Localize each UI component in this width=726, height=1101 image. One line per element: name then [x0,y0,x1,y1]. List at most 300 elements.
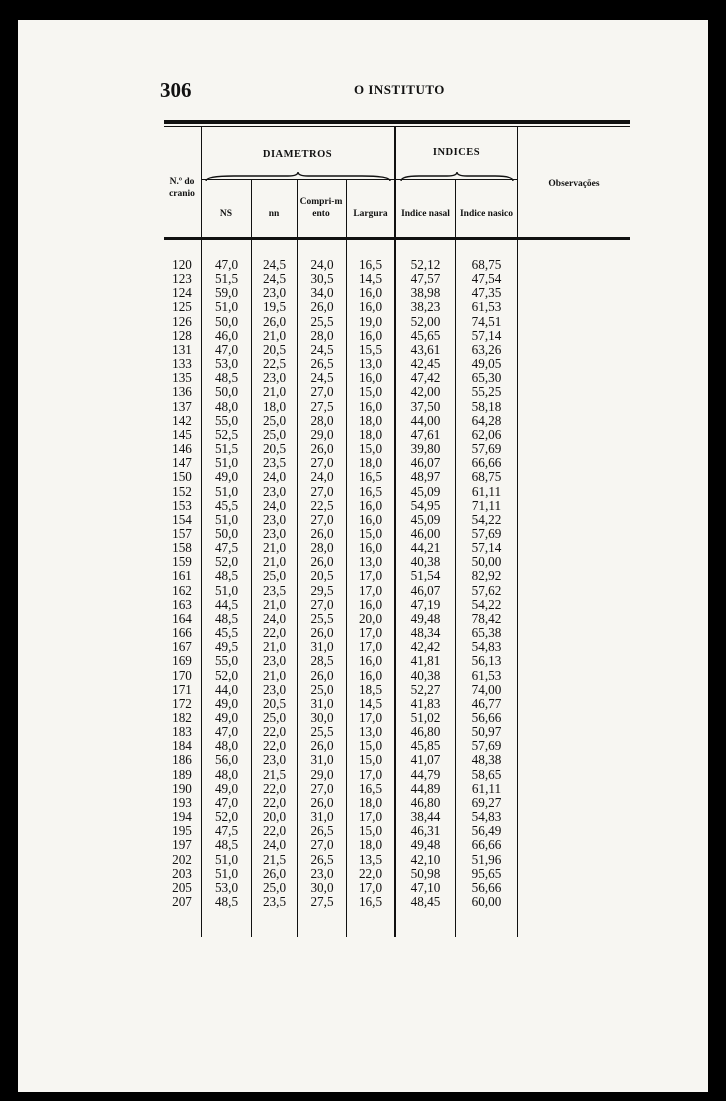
cell-comp: 31,0 [310,809,334,825]
cell-cranio: 133 [172,356,192,372]
cell-cranio: 147 [172,455,192,471]
cell-nn: 23,5 [262,894,287,910]
cell-comp: 26,5 [310,851,334,867]
cell-nn: 20,5 [262,695,287,711]
cell-nasico: 47,54 [471,271,502,287]
cell-larg: 13,0 [358,724,383,740]
cell-larg: 15,0 [358,441,383,457]
cell-ns: 48,5 [214,837,239,853]
cell-larg: 14,5 [358,271,383,287]
cell-nasico: 61,53 [471,667,502,683]
cell-cranio: 195 [172,823,192,839]
header-comprimento: Compri-mento [299,197,343,219]
cell-cranio: 158 [172,540,192,556]
cell-ns: 53,0 [214,879,239,895]
cell-cranio: 131 [172,341,192,357]
cell-ns: 47,0 [214,257,239,272]
cell-nasico: 58,65 [471,766,502,782]
top-rule-thick [164,120,630,124]
cell-nasico: 47,35 [471,285,502,301]
cell-nn: 23,0 [262,525,287,541]
column-cranio [164,258,200,909]
cell-ns: 52,5 [214,426,239,442]
cell-larg: 17,0 [358,639,383,655]
cell-cranio: 124 [172,285,192,301]
cell-comp: 24,0 [310,257,334,272]
cell-cranio: 136 [172,384,192,400]
cell-nn: 21,0 [262,639,287,655]
cell-nasico: 57,14 [471,540,502,556]
cell-nn: 23,0 [262,370,287,386]
cell-nasal: 47,42 [410,370,441,386]
indices-brace [399,172,515,182]
cell-nn: 26,0 [262,865,287,881]
cell-nasal: 50,98 [410,865,441,881]
cell-nasal: 38,44 [410,809,441,825]
cell-nasico: 55,25 [471,384,502,400]
cell-nn: 23,0 [262,285,287,301]
cell-nn: 25,0 [262,426,287,442]
cell-nasico: 78,42 [471,610,502,626]
cell-cranio: 194 [172,809,192,825]
cell-ns: 47,5 [214,540,239,556]
cell-larg: 17,0 [358,766,383,782]
cell-larg: 16,5 [358,469,383,485]
cell-ns: 51,0 [214,483,239,499]
cell-larg: 16,0 [358,540,383,556]
cell-ns: 44,5 [214,596,239,612]
cell-cranio: 170 [172,667,192,683]
cell-nn: 25,0 [262,710,287,725]
cell-nasico: 49,05 [471,356,502,372]
cell-nasal: 42,45 [410,356,441,372]
col-divider-indices [517,127,518,937]
header-nn: nn [268,209,280,219]
cell-cranio: 163 [172,596,192,612]
cell-larg: 16,0 [358,653,383,669]
cell-nasal: 41,83 [410,695,441,711]
cell-ns: 55,0 [214,653,239,669]
cell-nasal: 46,07 [410,582,441,598]
cell-ns: 52,0 [214,554,239,570]
cell-nasal: 52,00 [410,313,441,329]
cell-ns: 51,5 [214,441,239,457]
cell-cranio: 159 [172,554,192,570]
cell-cranio: 190 [172,780,192,796]
cell-nasal: 52,27 [410,681,441,697]
cell-nasal: 42,10 [410,851,441,867]
cell-cranio: 202 [172,851,192,867]
cell-nasal: 51,02 [410,710,441,725]
cell-larg: 16,0 [358,398,383,414]
cell-comp: 25,0 [310,681,334,697]
cell-cranio: 205 [172,879,192,895]
cell-nn: 22,0 [262,724,287,740]
cell-larg: 16,5 [358,257,383,272]
cell-comp: 30,0 [310,879,334,895]
cell-cranio: 166 [172,625,192,641]
cell-nn: 21,0 [262,554,287,570]
cell-comp: 26,0 [310,625,334,641]
header-observacoes: Observações [548,179,600,189]
cell-larg: 16,0 [358,511,383,527]
cell-ns: 49,0 [214,469,239,485]
cell-ns: 48,5 [214,610,239,626]
cell-nasico: 58,18 [471,398,502,414]
cell-cranio: 126 [172,313,192,329]
cell-nasal: 46,80 [410,794,441,810]
cell-cranio: 186 [172,752,192,768]
cell-nasal: 42,42 [410,639,441,655]
cell-nasico: 50,00 [471,554,502,570]
column-nn [252,258,297,909]
cell-larg: 15,0 [358,384,383,400]
header-bottom-rule [164,237,630,240]
cell-nasal: 47,19 [410,596,441,612]
cell-nasal: 45,65 [410,327,441,343]
cell-comp: 26,5 [310,356,334,372]
cell-nn: 23,5 [262,582,287,598]
cell-nasico: 48,38 [471,752,502,768]
cell-nn: 24,0 [262,837,287,853]
cell-comp: 25,5 [310,724,334,740]
cell-nasal: 41,81 [410,653,441,669]
cell-larg: 15,0 [358,738,383,754]
header-cranio: N.º do cranio [169,177,195,199]
cell-comp: 23,0 [310,865,334,881]
cell-nn: 21,0 [262,667,287,683]
cell-larg: 16,0 [358,285,383,301]
cell-nasico: 46,77 [471,695,502,711]
cell-larg: 18,0 [358,412,383,428]
cell-larg: 17,0 [358,809,383,825]
cell-nn: 22,0 [262,823,287,839]
cell-nasico: 54,22 [471,511,502,527]
cell-nasal: 42,00 [410,384,441,400]
cell-nn: 25,0 [262,412,287,428]
cell-nasico: 74,00 [471,681,502,697]
running-head: O INSTITUTO [354,82,445,97]
cell-nasico: 82,92 [471,568,502,584]
cell-larg: 20,0 [358,610,383,626]
cell-comp: 25,5 [310,610,334,626]
cell-nasico: 74,51 [471,313,502,329]
cell-nasal: 44,21 [410,540,441,556]
cell-ns: 47,0 [214,794,239,810]
cell-ns: 51,0 [214,851,239,867]
column-comprimento [298,258,346,909]
cell-comp: 29,5 [310,582,334,598]
cell-nasal: 46,80 [410,724,441,740]
cell-comp: 28,0 [310,540,334,556]
cell-cranio: 135 [172,370,192,386]
cell-comp: 26,5 [310,823,334,839]
cell-larg: 18,5 [358,681,383,697]
cell-comp: 26,0 [310,794,334,810]
cell-larg: 16,0 [358,299,383,315]
cell-cranio: 182 [172,710,192,725]
cell-nasal: 45,09 [410,511,441,527]
cell-nasico: 69,27 [471,794,502,810]
page-number: 306 [160,78,192,102]
cell-nasico: 65,30 [471,370,502,386]
cell-larg: 16,5 [358,894,383,910]
cell-comp: 27,0 [310,384,334,400]
cell-comp: 31,0 [310,639,334,655]
cell-larg: 15,0 [358,525,383,541]
cell-nasal: 51,54 [410,568,441,584]
cell-nasal: 48,45 [410,894,441,910]
cell-nn: 23,0 [262,653,287,669]
cell-nn: 24,0 [262,497,287,513]
cell-comp: 30,5 [310,271,334,287]
header-ns: NS [219,209,233,219]
cell-nasal: 46,00 [410,525,441,541]
cell-nn: 25,0 [262,568,287,584]
cell-larg: 16,5 [358,483,383,499]
cell-comp: 22,5 [310,497,334,513]
cell-nasico: 68,75 [471,257,502,272]
cell-larg: 17,0 [358,625,383,641]
cell-cranio: 128 [172,327,192,343]
cell-nasico: 62,06 [471,426,502,442]
cell-larg: 18,0 [358,794,383,810]
cell-cranio: 171 [172,681,192,697]
cell-nasico: 51,96 [471,851,502,867]
cell-nasal: 54,95 [410,497,441,513]
cell-ns: 46,0 [214,327,239,343]
cell-cranio: 153 [172,497,192,513]
cell-comp: 27,0 [310,511,334,527]
cell-comp: 28,0 [310,412,334,428]
cell-nasal: 48,34 [410,625,441,641]
cell-larg: 16,5 [358,780,383,796]
cell-nn: 23,0 [262,681,287,697]
cell-cranio: 189 [172,766,192,782]
cell-comp: 26,0 [310,441,334,457]
column-indice-nasal [396,258,455,909]
cell-comp: 27,0 [310,596,334,612]
cell-larg: 18,0 [358,455,383,471]
cell-cranio: 161 [172,568,192,584]
cell-ns: 51,0 [214,582,239,598]
cell-cranio: 193 [172,794,192,810]
cell-comp: 24,5 [310,370,334,386]
cell-ns: 45,5 [214,497,239,513]
cell-nasico: 61,53 [471,299,502,315]
cell-nasal: 49,48 [410,837,441,853]
cell-larg: 16,0 [358,370,383,386]
cell-nasal: 47,57 [410,271,441,287]
cell-nasico: 65,38 [471,625,502,641]
cell-nasico: 56,66 [471,710,502,725]
cell-nasico: 63,26 [471,341,502,357]
header-diametros: DIAMETROS [262,149,333,160]
cell-larg: 15,0 [358,823,383,839]
cell-cranio: 203 [172,865,192,881]
cell-nasico: 57,69 [471,738,502,754]
cell-nn: 20,5 [262,441,287,457]
cell-ns: 52,0 [214,809,239,825]
cell-comp: 27,0 [310,780,334,796]
cell-nn: 21,0 [262,596,287,612]
cell-comp: 34,0 [310,285,334,301]
cell-comp: 29,0 [310,766,334,782]
cell-nn: 22,0 [262,780,287,796]
cell-nasal: 44,00 [410,412,441,428]
cell-nn: 23,0 [262,511,287,527]
cell-larg: 14,5 [358,695,383,711]
cell-ns: 49,0 [214,695,239,711]
cell-ns: 55,0 [214,412,239,428]
cell-cranio: 123 [172,271,192,287]
cell-nasico: 54,22 [471,596,502,612]
cell-larg: 16,0 [358,497,383,513]
cell-nasico: 61,11 [471,483,502,499]
cell-nasal: 40,38 [410,554,441,570]
cell-nn: 23,5 [262,455,287,471]
cell-larg: 19,0 [358,313,383,329]
cell-ns: 52,0 [214,667,239,683]
cell-larg: 15,5 [358,341,383,357]
cell-comp: 24,0 [310,469,334,485]
cell-nasal: 47,61 [410,426,441,442]
cell-nasal: 47,10 [410,879,441,895]
cell-nn: 21,0 [262,540,287,556]
cell-comp: 27,0 [310,483,334,499]
cell-nn: 23,0 [262,752,287,768]
cell-nn: 21,0 [262,327,287,343]
cell-comp: 26,0 [310,525,334,541]
cell-cranio: 197 [172,837,192,853]
cell-ns: 49,0 [214,780,239,796]
cell-larg: 17,0 [358,879,383,895]
cell-ns: 47,0 [214,724,239,740]
header-indice-nasal: Indice nasal [401,209,450,219]
cell-nasico: 54,83 [471,809,502,825]
scanned-page [18,20,708,1092]
cell-comp: 31,0 [310,752,334,768]
cell-nasal: 38,98 [410,285,441,301]
cell-comp: 26,0 [310,738,334,754]
cell-larg: 13,5 [358,851,383,867]
cell-comp: 26,0 [310,299,334,315]
cell-ns: 51,0 [214,511,239,527]
cell-nn: 24,0 [262,469,287,485]
cell-comp: 30,0 [310,710,334,725]
cell-cranio: 164 [172,610,192,626]
cell-ns: 48,5 [214,370,239,386]
cell-comp: 26,0 [310,667,334,683]
cell-nasal: 44,79 [410,766,441,782]
diametros-brace [204,172,392,182]
cell-ns: 51,0 [214,299,239,315]
cell-nn: 22,0 [262,625,287,641]
cell-cranio: 120 [172,257,192,272]
cell-nasico: 61,11 [471,780,502,796]
cell-larg: 16,0 [358,327,383,343]
cell-nasico: 68,75 [471,469,502,485]
cell-cranio: 154 [172,511,192,527]
cell-nasico: 57,69 [471,525,502,541]
cell-ns: 56,0 [214,752,239,768]
cell-nn: 23,0 [262,483,287,499]
cell-nasico: 57,14 [471,327,502,343]
cell-nasico: 57,62 [471,582,502,598]
column-ns [202,258,251,909]
cell-nasico: 60,00 [471,894,502,910]
cell-ns: 51,5 [214,271,239,287]
cell-nasal: 44,89 [410,780,441,796]
column-indice-nasico [456,258,517,909]
cell-cranio: 184 [172,738,192,754]
cell-nasal: 39,80 [410,441,441,457]
cell-nn: 21,5 [262,851,287,867]
cell-nasal: 48,97 [410,469,441,485]
cell-nn: 26,0 [262,313,287,329]
header-indice-nasico: Indice nasico [459,209,514,219]
cell-nn: 22,0 [262,794,287,810]
cell-ns: 48,5 [214,568,239,584]
cell-cranio: 183 [172,724,192,740]
cell-ns: 48,5 [214,894,239,910]
cell-nasico: 66,66 [471,455,502,471]
cell-comp: 31,0 [310,695,334,711]
cell-cranio: 172 [172,695,192,711]
cell-nasico: 56,49 [471,823,502,839]
cell-nn: 24,0 [262,610,287,626]
cell-nn: 22,0 [262,738,287,754]
cell-nn: 22,5 [262,356,287,372]
cell-ns: 47,5 [214,823,239,839]
cell-nasal: 45,85 [410,738,441,754]
cell-nn: 20,5 [262,341,287,357]
cell-cranio: 145 [172,426,192,442]
cell-comp: 28,0 [310,327,334,343]
cell-comp: 27,0 [310,837,334,853]
cell-cranio: 169 [172,653,192,669]
cell-ns: 59,0 [214,285,239,301]
cell-ns: 48,0 [214,738,239,754]
cell-nasal: 37,50 [410,398,441,414]
cell-ns: 44,0 [214,681,239,697]
cell-nasal: 38,23 [410,299,441,315]
cell-nasal: 41,07 [410,752,441,768]
cell-ns: 45,5 [214,625,239,641]
cell-larg: 18,0 [358,426,383,442]
cell-larg: 16,0 [358,667,383,683]
cell-comp: 24,5 [310,341,334,357]
cell-ns: 50,0 [214,525,239,541]
cell-larg: 18,0 [358,837,383,853]
cell-ns: 49,5 [214,639,239,655]
cell-nn: 19,5 [262,299,287,315]
header-indices: INDICES [432,147,481,158]
cell-larg: 17,0 [358,582,383,598]
cell-ns: 53,0 [214,356,239,372]
cell-nasal: 52,12 [410,257,441,272]
cell-nasal: 46,07 [410,455,441,471]
cell-comp: 27,0 [310,455,334,471]
cell-ns: 50,0 [214,384,239,400]
cell-nn: 24,5 [262,271,287,287]
cell-cranio: 137 [172,398,192,414]
cell-nasico: 71,11 [471,497,502,513]
cell-comp: 26,0 [310,554,334,570]
cell-comp: 28,5 [310,653,334,669]
cell-nn: 25,0 [262,879,287,895]
cell-comp: 29,0 [310,426,334,442]
